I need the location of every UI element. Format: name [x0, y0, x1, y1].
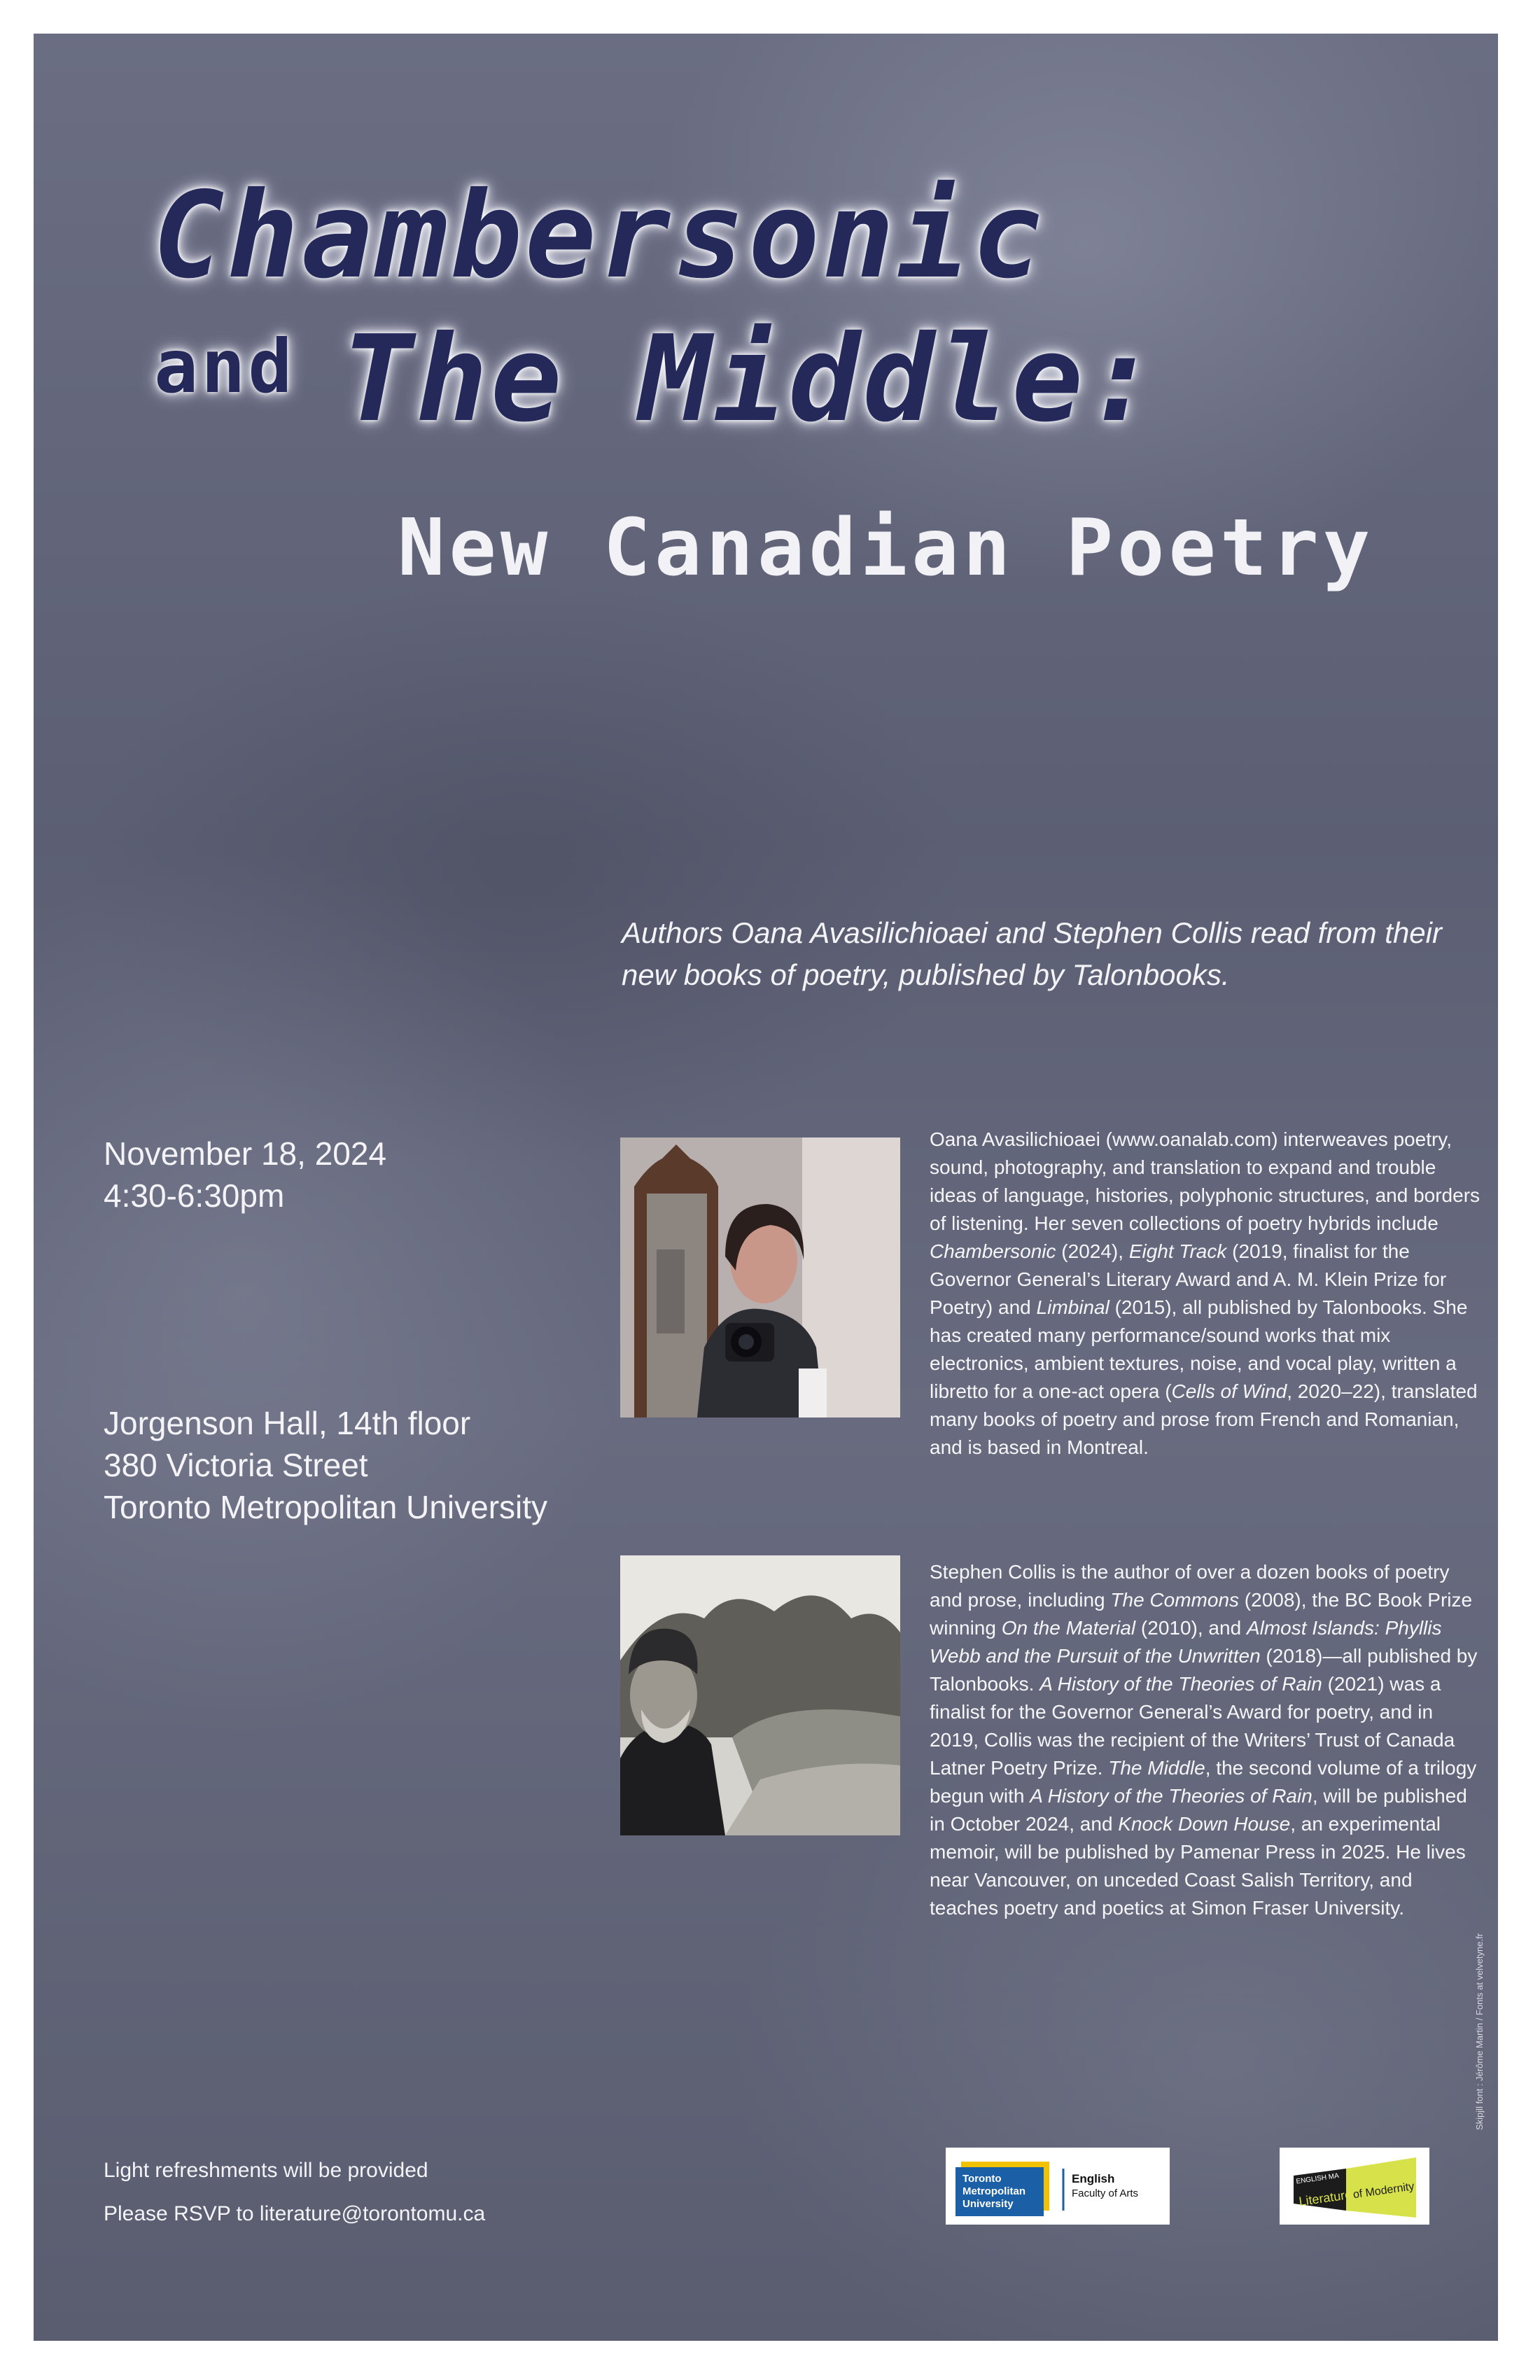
tmu-line-1: Toronto: [962, 2173, 1002, 2185]
bio-stephen-text-6: , the second volume of a trilogy begun with: [930, 1757, 1477, 1807]
bio-stephen-title-7: Knock Down House: [1118, 1813, 1291, 1835]
author-photo-stephen: [620, 1555, 900, 1835]
lit-label-a: Literatures: [1298, 2186, 1359, 2209]
tmu-line-3: University: [962, 2198, 1014, 2210]
bio-oana-text-3: (2019, finalist for the Governor General’s Literary Award and A. M. Klein Prize for Poetry) and: [930, 1240, 1447, 1318]
bio-stephen-text-7: , will be published in October 2024, and: [930, 1785, 1467, 1835]
bio-stephen-title-5: The Middle: [1108, 1757, 1205, 1779]
poster: [34, 34, 1498, 2341]
bio-oana-text-2: (2024),: [1056, 1240, 1129, 1262]
bio-stephen-title-6: A History of the Theories of Rain: [1030, 1785, 1312, 1807]
bio-oana: [930, 1126, 1483, 1462]
title-and: and: [154, 324, 295, 410]
event-date: November 18, 2024: [104, 1135, 387, 1172]
literatures-of-modernity-logo: [1280, 2148, 1429, 2225]
bio-oana-text-4: (2015), all published by Talonbooks. She has created many performance/sound works that mix electronics, ambient textures, noise, and vocal play, written a libretto for a one-act opera (: [930, 1296, 1468, 1402]
subtitle: New Canadian Poetry: [398, 503, 1375, 594]
tmu-line-2: Metropolitan: [962, 2185, 1026, 2197]
bio-stephen-text-5: (2021) was a finalist for the Governor General’s Award for poetry, and in 2019, Collis was the recipient of the Writers’ Trust of Canada Latner Poetry Prize.: [930, 1673, 1455, 1779]
bio-stephen-text-3: (2010), and: [1135, 1617, 1247, 1639]
author-photo-oana: [620, 1138, 900, 1418]
event-datetime: [104, 1133, 386, 1217]
lit-label-b: of Modernity: [1352, 2180, 1415, 2202]
dept-line-1: English: [1072, 2172, 1115, 2185]
rsvp-note: Please RSVP to literature@torontomu.ca: [104, 2202, 486, 2225]
bio-stephen-title-3: Almost Islands: Phyllis Webb and the Pursuit of the Unwritten: [930, 1617, 1442, 1667]
bio-stephen-title-1: The Commons: [1110, 1589, 1240, 1611]
event-time: 4:30-6:30pm: [104, 1177, 285, 1214]
venue-line-3: Toronto Metropolitan University: [104, 1489, 548, 1525]
intro-text: Authors Oana Avasilichioaei and Stephen Collis read from their new books of poetry, published by Talonbooks.: [622, 916, 1442, 991]
lit-top-label: ENGLISH MA: [1295, 2171, 1340, 2186]
bio-stephen: [930, 1558, 1483, 1922]
font-credit: Skipjll font : Jérôme Martin / Fonts at velvetyne.fr: [1474, 1933, 1485, 2130]
bio-oana-title-3: Limbinal: [1036, 1296, 1110, 1318]
bio-oana-title-4: Cells of Wind: [1171, 1380, 1287, 1402]
venue-line-1: Jorgenson Hall, 14th floor: [104, 1405, 471, 1441]
bio-oana-title-2: Eight Track: [1128, 1240, 1227, 1262]
event-venue: [104, 1402, 547, 1528]
bio-stephen-text-1: Stephen Collis is the author of over a dozen books of poetry and prose, including: [930, 1561, 1450, 1611]
title-chambersonic: Chambersonic: [153, 167, 1046, 305]
bio-oana-text-5: , 2020–22), translated many books of poetry and prose from French and Romanian, and is based in Montreal.: [930, 1380, 1478, 1458]
bio-stephen-title-4: A History of the Theories of Rain: [1040, 1673, 1322, 1695]
refreshments-note: Light refreshments will be provided: [104, 2159, 428, 2182]
bio-stephen-text-8: , an experimental memoir, will be published by Pamenar Press in 2025. He lives near Vancouver, on unceded Coast Salish Territory, and teaches poetry and poetics at Simon Fraser University.: [930, 1813, 1466, 1919]
bio-stephen-text-4: (2018)—all published by Talonbooks.: [930, 1645, 1478, 1695]
bio-oana-text-1: Oana Avasilichioaei (www.oanalab.com) interweaves poetry, sound, photography, and translation to expand and trouble ideas of language, histories, polyphonic structures, and borders of listening. Her seven collections of poetry hybrids include: [930, 1128, 1480, 1234]
title-the-middle: The Middle:: [342, 310, 1161, 449]
bio-stephen-title-2: On the Material: [1001, 1617, 1136, 1639]
dept-line-2: Faculty of Arts: [1072, 2188, 1139, 2199]
tmu-english-logo: [946, 2148, 1170, 2225]
venue-line-2: 380 Victoria Street: [104, 1447, 368, 1483]
bio-stephen-text-2: (2008), the BC Book Prize winning: [930, 1589, 1473, 1639]
bio-oana-title-1: Chambersonic: [930, 1240, 1056, 1262]
